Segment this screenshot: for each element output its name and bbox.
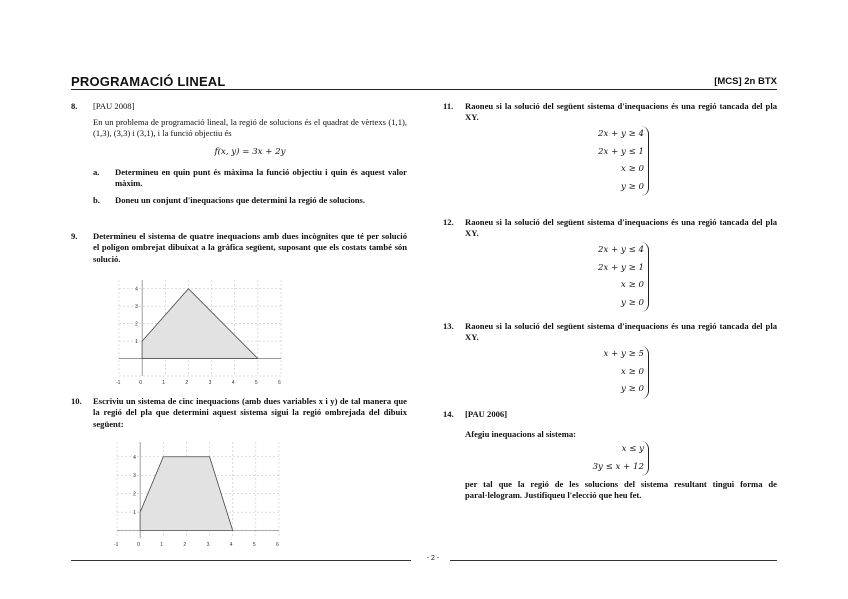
q12-system: [575, 242, 649, 312]
q10-y-tick-label: 3: [133, 473, 136, 480]
q10-x-tick-label: 6: [276, 542, 279, 548]
q12-number: 12.: [443, 217, 454, 227]
q10-x-tick-label: 2: [183, 542, 187, 548]
q8-formula: f(x, y) = 3x + 2y: [214, 147, 286, 157]
graph-q10: [113, 438, 283, 548]
q12-eq4: y ≥ 0: [621, 297, 644, 308]
q14-intro: Afegiu inequacions al sistema:: [465, 429, 577, 439]
q11-number: 11.: [443, 101, 454, 111]
q12-eq3: x ≥ 0: [621, 280, 644, 290]
q8-tag: [PAU 2008]: [93, 101, 135, 111]
q11-text: Raoneu si la solució del següent sistema d'inequacions és una regió tancada del pla XY.: [465, 101, 777, 123]
q14-eq2: 3y ≤ x + 12: [592, 461, 644, 472]
q11-eq3: x ≥ 0: [621, 164, 644, 174]
q10-y-tick-label: 4: [133, 454, 136, 461]
footer-rule-left: [71, 560, 411, 561]
q10-x-tick-label: -1: [114, 542, 119, 548]
q10-text: Escriviu un sistema de cinc inequacions (amb dues variables x i y) de tal manera que la regió del pla que determini aquest sistema sigui la regió ombrejada del dibuix següent:: [93, 396, 407, 429]
q9-x-tick-label: -1: [116, 380, 121, 386]
q11-eq2: 2x + y ≤ 1: [598, 146, 644, 157]
q13-eq1: x + y ≥ 5: [603, 349, 644, 359]
q9-text: Determineu el sistema de quatre inequacions amb dues incògnites que té per solució el polígon ombrejat dibuixat a la gràfica següent, suposant que els costats també són solució.: [93, 231, 407, 264]
q9-x-tick-label: 0: [139, 380, 142, 386]
q9-y-tick-label: 2: [135, 321, 138, 328]
q11-eq1: 2x + y ≥ 4: [598, 129, 644, 139]
q14-system: [575, 441, 649, 476]
q8-number: 8.: [71, 101, 78, 111]
q8a-text: Determineu en quin punt és màxima la funció objectiu i quin és aquest valor màxim.: [115, 167, 407, 189]
q13-text: Raoneu si la solució del següent sistema d'inequacions és una regió tancada del pla XY.: [465, 321, 777, 343]
q8-text: En un problema de programació lineal, la regió de solucions és el quadrat de vèrtexs (1,1), (1,3), (3,3) i (3,1), i la funció objectiu és: [93, 117, 407, 139]
q14-number: 14.: [443, 409, 454, 419]
q11-system: [575, 126, 649, 196]
footer-rule-right: [450, 560, 777, 561]
q14-text: per tal que la regió de les solucions del sistema resultant tingui forma de paral·lelogram. Justifiqueu l'elecció que heu fet.: [465, 479, 777, 501]
q9-x-tick-label: 5: [254, 380, 258, 386]
q9-x-tick-label: 3: [208, 380, 212, 386]
q13-number: 13.: [443, 321, 454, 331]
q10-number: 10.: [71, 396, 82, 406]
q8b-text: Doneu un conjunt d'inequacions que determini la regió de solucions.: [115, 195, 366, 205]
q10-x-tick-label: 3: [206, 542, 210, 548]
q8b-label: b.: [93, 195, 100, 205]
q13-eq3: y ≥ 0: [621, 384, 644, 394]
q14-tag: [PAU 2006]: [465, 409, 508, 419]
graph-q9: [115, 276, 285, 386]
q9-x-tick-label: 1: [162, 380, 166, 386]
q10-x-tick-label: 1: [160, 542, 164, 548]
q13-system: [575, 346, 649, 399]
q12-eq2: 2x + y ≥ 1: [598, 262, 644, 273]
q10-x-tick-label: 0: [137, 542, 140, 548]
q9-x-tick-label: 6: [278, 380, 281, 386]
q10-x-tick-label: 5: [252, 542, 256, 548]
q14-eq1: x ≤ y: [621, 444, 644, 454]
q13-eq2: x ≥ 0: [621, 366, 644, 377]
q8a-label: a.: [93, 167, 100, 177]
course-label: [MCS] 2n BTX: [714, 76, 777, 87]
q9-number: 9.: [71, 231, 78, 241]
q10-x-tick-label: 4: [229, 542, 233, 548]
q9-x-tick-label: 2: [185, 380, 189, 386]
q9-y-tick-label: 4: [135, 286, 138, 293]
q10-y-tick-label: 1: [133, 510, 136, 517]
q12-eq1: 2x + y ≤ 4: [598, 245, 644, 255]
q10-shaded-region: [140, 457, 233, 531]
page-title: PROGRAMACIÓ LINEAL: [71, 74, 226, 89]
q9-x-tick-label: 4: [231, 380, 235, 386]
q12-text: Raoneu si la solució del següent sistema d'inequacions és una regió tancada del pla XY.: [465, 217, 777, 239]
header-rule: [71, 89, 777, 90]
q9-y-tick-label: 1: [135, 339, 138, 346]
q9-y-tick-label: 3: [135, 304, 138, 311]
q11-eq4: y ≥ 0: [621, 181, 644, 192]
page-number: - 2 -: [426, 555, 440, 562]
q10-y-tick-label: 2: [133, 491, 136, 498]
